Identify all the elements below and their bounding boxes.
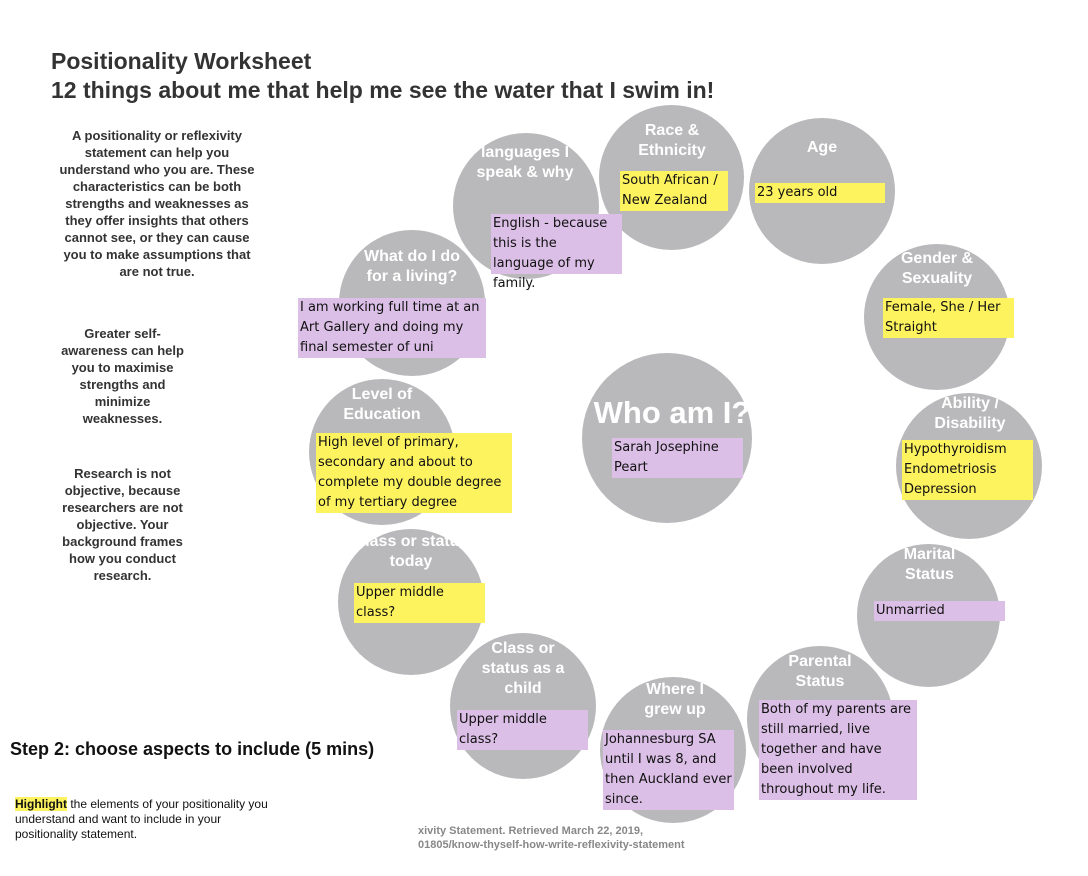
answer-who-am-i: Sarah Josephine Peart	[612, 438, 743, 478]
answer-education: High level of primary, secondary and about to complete my double degree of my tertiary degree	[316, 433, 512, 513]
label-gender-sexuality: Gender & Sexuality	[900, 250, 973, 287]
label-where-grew-up: Where I grew up	[644, 681, 706, 718]
answer-race-ethnicity: South African / New Zealand	[620, 171, 728, 211]
label-who-am-i: Who am I?	[593, 395, 751, 430]
answer-languages: English - because this is the language of my family.	[491, 214, 622, 274]
page-title: Positionality Worksheet	[51, 48, 312, 74]
intro-text: A positionality or reflexivity statement can help you understand who you are. These characteristics can be both strengths and weaknesses as they offer insights that others cannot see, or they can cause you to make assumptions that are not true.	[59, 128, 255, 279]
answer-ability-disability: Hypothyroidism Endometriosis Depression	[902, 440, 1033, 500]
instruction-rest: the elements of your positionality you understand and want to include in your positionality statement.	[15, 797, 268, 841]
page-subtitle: 12 things about me that help me see the water that I swim in!	[51, 77, 715, 103]
label-class-child: Class or status as a child	[481, 640, 565, 697]
label-marital-status: Marital Status	[903, 546, 956, 583]
citation-line-1: xivity Statement. Retrieved March 22, 2019,	[418, 825, 643, 837]
answer-gender-sexuality: Female, She / Her Straight	[883, 298, 1014, 338]
instruction-text	[15, 797, 275, 842]
answer-living: I am working full time at an Art Gallery and doing my final semester of uni	[298, 298, 486, 358]
label-race-ethnicity: Race & Ethnicity	[638, 122, 706, 159]
label-languages: languages I speak & why	[476, 144, 574, 181]
research-text: Research is not objective, because researchers are not objective. Your background frames how you conduct research.	[62, 466, 183, 583]
answer-age: 23 years old	[755, 183, 885, 203]
answer-class-today: Upper middle class?	[354, 583, 485, 623]
label-class-today: Class or status today	[353, 533, 469, 570]
highlight-word: Highlight	[15, 797, 67, 811]
citation-line-2: 01805/know-thyself-how-write-reflexivity-statement	[418, 839, 685, 851]
label-ability-disability: Ability / Disability	[934, 395, 1006, 432]
label-parental-status: Parental Status	[788, 653, 852, 690]
self-awareness-text: Greater self-awareness can help you to maximise strengths and minimize weaknesses.	[61, 326, 184, 426]
label-age: Age	[806, 139, 838, 156]
answer-marital-status: Unmarried	[874, 601, 1005, 621]
answer-parental-status: Both of my parents are still married, live together and have been involved throughout my life.	[759, 700, 917, 800]
answer-class-child: Upper middle class?	[457, 710, 588, 750]
label-living: What do I do for a living?	[364, 248, 460, 285]
label-education: Level of Education	[343, 386, 421, 423]
answer-where-grew-up: Johannesburg SA until I was 8, and then Auckland ever since.	[603, 730, 734, 810]
step2-heading: Step 2: choose aspects to include (5 mins)	[10, 739, 375, 759]
